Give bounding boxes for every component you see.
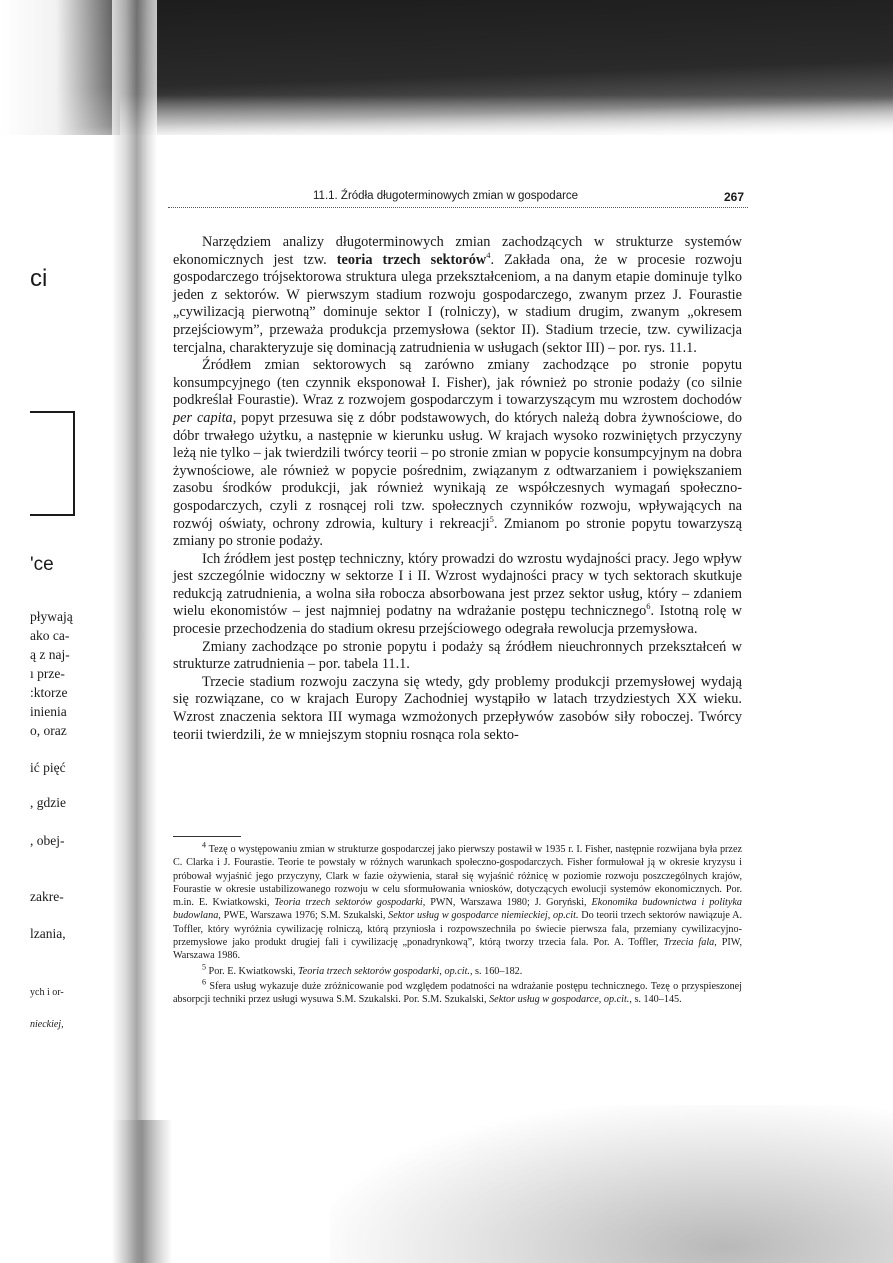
footnote xyxy=(173,962,742,978)
left-page-fragment: , gdzie xyxy=(30,795,66,810)
left-page-fragment: ako ca- xyxy=(30,628,70,643)
left-page-fragment: nieckiej, xyxy=(30,1019,64,1030)
body-text xyxy=(173,234,742,744)
text-run: . Zakłada ona, że w procesie rozwoju gospodarczego trójsektorowa struktura ulega przekształceniom, a na danym etapie dominuje tylko jeden z sektorów. W pierwszym stadium rozwoju gospodarczego, zwanym przez J. Fourastie „cywilizacją pierwotną” dominuje sektor I (rolniczy), w stadium drugim, zwanym „okresem przejściowym”, przeważa produkcja przemysłowa (sektor II). Stadium trzecie, tzw. cywilizacja tercjalna, charakteryzuje się dominacją zatrudnienia w usługach (sektor III) – por. rys. 11.1. xyxy=(173,251,742,356)
running-header xyxy=(168,190,748,212)
left-page-fragment: ą z naj- xyxy=(30,647,70,662)
footnote xyxy=(173,977,743,1007)
left-page-fragment: :ktorze xyxy=(30,685,68,700)
italic-text: Trzecia fala xyxy=(663,937,715,949)
paragraph xyxy=(173,357,742,551)
paragraph xyxy=(173,639,742,674)
footnotes xyxy=(173,840,743,1009)
text-run: , xyxy=(439,965,445,977)
footnote-reference: 4 xyxy=(486,249,491,260)
paragraph xyxy=(173,674,742,744)
bold-term: teoria trzech sektorów xyxy=(336,251,487,268)
footnote-number: 6 xyxy=(202,977,206,987)
text-run: , PIW, Warszawa 1986. xyxy=(173,937,742,962)
text-run: Zmiany zachodzące po stronie popytu i podaży są źródłem nieuchronnych przekształceń w strukturze zatrudnienia – por. tabela 11.1. xyxy=(173,638,742,673)
text-run: . Zmianom po stronie popytu towarzyszą zmiany po stronie podaży. xyxy=(173,515,742,550)
left-page-fragment: inienia xyxy=(30,704,67,719)
text-run: Narzędziem analizy długoterminowych zmian zachodzących w strukturze systemów ekonomicznych jest tzw. xyxy=(173,234,742,268)
text-run: , s. 140–145. xyxy=(629,994,682,1006)
text-run: , PWN, Warszawa 1980; J. Goryński, xyxy=(422,897,592,909)
text-run: , popyt przesuwa się z dóbr podstawowych, do których należą dobra żywnościowe, do dóbr trwałego użytku, a następnie w kierunku usług. W krajach wysoko rozwiniętych przyczyny leżą nie tylko – jak twierdzili twórcy teorii – po stronie zmian w popycie konsumpcyjnym na dobra żywnościowe, ale również w popycie pośrednim, związanym z odtwarzaniem i powiększaniem zasobu środków produkcji, jak również wynikają ze współczesnych wymagań społeczno-gospodarczych, czyli z rosnącej roli tzw. społecznych czynników rozwoju, wpływających na rozwój oświaty, ochrony zdrowia, kultury i rekreacji xyxy=(173,409,742,532)
footnote-number: 5 xyxy=(202,962,206,972)
text-run: Do teorii trzech sektorów nawiązuje A. Toffler, który wyróżnia cywilizację rolniczą, którą przyniosła i rozpowszechniła po świecie pierwsza fala, przemiany cywilizacyjno-przemysłowe jako produkt drugiej fali i cywilizację „ponadrynkową”, którą tworzy trzecia fala. Por. A. Toffler, xyxy=(173,910,742,949)
text-run: Sfera usług wykazuje duże zróżnicowanie pod względem podatności na wdrażanie postępu technicznego. Tezę o przyspieszonej absorpcji techniki przez usługi wysuwa S.M. Szukalski. Por. S.M. Szukalski, xyxy=(173,980,743,1006)
left-page-fragment: , obej- xyxy=(30,833,65,848)
text-run: , xyxy=(598,994,604,1006)
scan-shadow-bottom-left xyxy=(112,1120,172,1263)
text-run: , xyxy=(547,910,554,922)
left-page-fragment: o, oraz xyxy=(30,723,67,738)
italic-text: Ekonomika budownictwa i polityka budowlana xyxy=(173,897,743,922)
book-gutter xyxy=(112,0,157,1263)
text-run: Trzecie stadium rozwoju zaczyna się wtedy, gdy problemy produkcji przemysłowej wydają się rozwiązane, co w krajach Europy Zachodniej wystąpiło w latach trzydziestych XX wieku. Wzrost znaczenia sektora III wymaga wzmożonych przepływów zasobów siły roboczej. Twórcy teorii twierdzili, że w mniejszym stopniu rosnąca rola sekto- xyxy=(173,673,742,743)
text-run: Tezę o występowaniu zmian w strukturze gospodarczej jako pierwszy postawił w 1935 r. I. Fisher, następnie rozwijana była przez C. Clarka i J. Fourastie. Teorie te powstały w różnych warunkach społeczno-gospodarczych. Fisher formułował ją w okresie kryzysu i próbował wyjaśnić jego przyczyny, Clark w fazie ożywienia, starał się wyjaśnić różnicę w poziomie rozwoju poszczególnych krajów, Fourastie w okresie ustabilizowanego rozwoju w celu sformułowania wniosków, dotyczących ewolucji systemów ekonomicznych. Por. m.in. E. Kwiatkowski, xyxy=(173,844,742,909)
text-run: Źródłem zmian sektorowych są zarówno zmiany zachodzące po stronie popytu konsumpcyjnego (ten czynnik eksponował I. Fisher), jak również po stronie podaży (co silnie podkreślał Fourastie). Wraz z rozwojem gospodarczym i towarzyszącym mu wzrostem dochodów xyxy=(173,357,742,409)
left-page-fragment: ı prze- xyxy=(30,666,65,681)
text-run: . Istotną rolę w procesie przechodzenia do stadium okresu przejściowego odegrała rewolucja przemysłowa. xyxy=(173,603,742,638)
scan-shadow-fade xyxy=(120,95,893,140)
footnote-reference: 6 xyxy=(646,601,651,612)
italic-text: Sektor usług w gospodarce niemieckiej xyxy=(388,910,548,922)
italic-text: per capita xyxy=(173,409,233,426)
text-run: Por. E. Kwiatkowski, xyxy=(208,965,298,977)
page-number: 267 xyxy=(723,190,744,204)
footnote xyxy=(173,840,743,963)
left-page-fragment: ych i or- xyxy=(30,987,64,998)
text-run: , PWE, Warszawa 1976; S.M. Szukalski, xyxy=(218,910,389,922)
paragraph xyxy=(173,551,742,639)
header-rule xyxy=(168,207,748,208)
left-page-fragment: ci xyxy=(30,265,48,292)
italic-text: Teoria trzech sektorów gospodarki xyxy=(297,965,440,977)
footnote-separator xyxy=(173,836,241,837)
italic-text: op.cit. xyxy=(444,965,470,977)
scan-shadow-bottom xyxy=(330,1105,893,1263)
footnote-number: 4 xyxy=(202,840,206,850)
italic-text: Teoria trzech sektorów gospodarki xyxy=(274,897,423,909)
left-page-fragment: zakre- xyxy=(30,889,64,904)
text-run: Ich źródłem jest postęp techniczny, który prowadzi do wzrostu wydajności pracy. Jego wpływ jest szczególnie widoczny w sektorze I i II. Wzrost wydajności pracy w tych sektorach skutkuje redukcją zatrudnienia, a wolna siła robocza absorbowana jest przez sektor usług, który – zdaniem wielu ekonomistów – jest najmniej podatny na wdrażanie postępu technicznego xyxy=(173,550,742,620)
italic-text: op.cit. xyxy=(553,910,579,922)
left-page-fragment: ić pięć xyxy=(30,760,66,775)
italic-text: op.cit. xyxy=(603,994,630,1006)
footnote-reference: 5 xyxy=(489,513,494,524)
paragraph xyxy=(173,234,742,357)
left-page-fragment: 'ce xyxy=(30,554,54,575)
section-title: 11.1. Źródła długoterminowych zmian w gospodarce xyxy=(313,190,579,202)
italic-text: Sektor usług w gospodarce xyxy=(489,994,599,1006)
left-page-fragment: lzania, xyxy=(30,926,66,941)
left-page-fragment: pływają xyxy=(30,609,73,624)
text-run: , s. 160–182. xyxy=(469,965,523,977)
left-page-box-bracket xyxy=(30,411,75,516)
